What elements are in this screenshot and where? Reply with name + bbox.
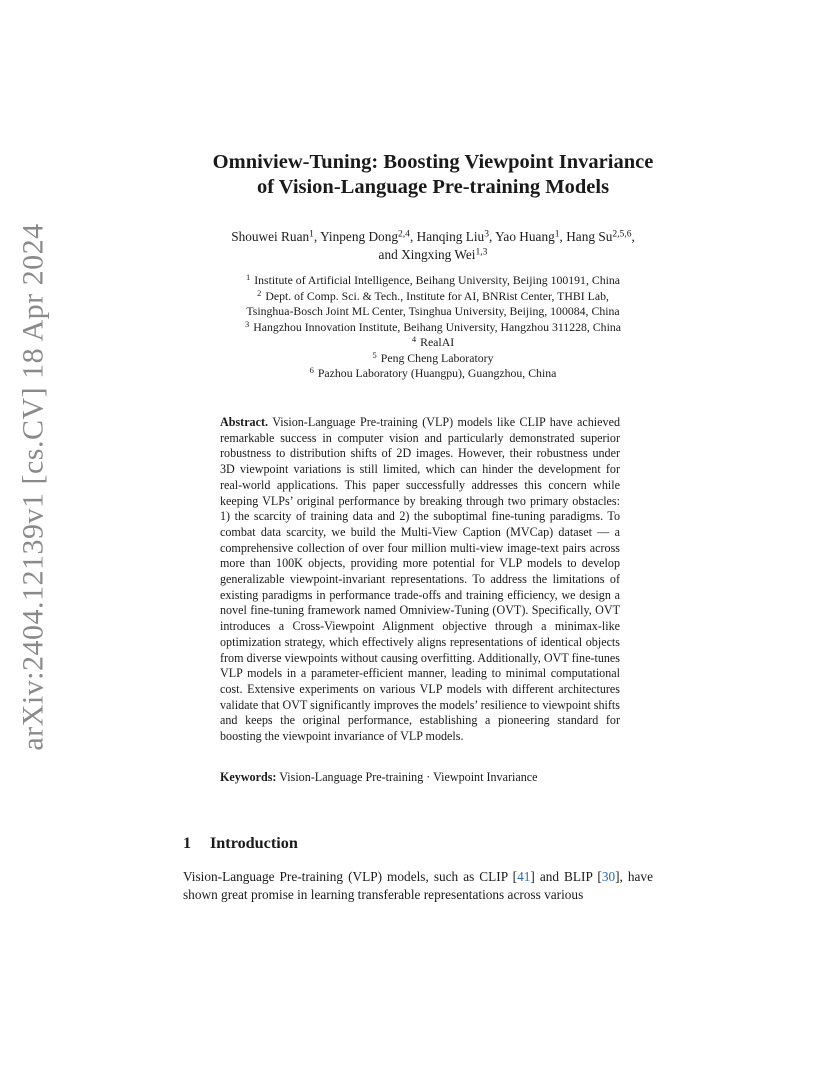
affiliation-list	[150, 273, 716, 382]
affiliation-mark: 4	[411, 334, 417, 345]
paper-title	[150, 150, 716, 200]
author-affiliation-mark: 1	[309, 228, 314, 240]
arxiv-identifier-text: arXiv:2404.12139v1 [cs.CV] 18 Apr 2024	[17, 223, 51, 751]
author-name: Hanqing Liu	[416, 229, 485, 244]
affiliation-line	[150, 320, 716, 336]
abstract	[220, 415, 620, 745]
intro-text: ] and BLIP [	[530, 869, 602, 884]
author-affiliation-mark: 1	[554, 228, 560, 240]
affiliation-text: RealAI	[420, 335, 455, 349]
affiliation-text: Peng Cheng Laboratory	[380, 350, 494, 365]
section-heading-introduction	[183, 834, 298, 853]
affiliation-text: Tsinghua-Bosch Joint ML Center, Tsinghua University, Beijing, 100084, China	[246, 304, 620, 318]
affiliation-line	[150, 366, 716, 382]
affiliation-mark: 2	[257, 287, 262, 298]
section-number: 1	[183, 834, 192, 852]
citation-link[interactable]: 30	[601, 869, 616, 884]
author-affiliation-mark: 3	[484, 228, 489, 240]
author-affiliation-mark: 2,4	[398, 228, 410, 240]
abstract-label: Abstract.	[220, 415, 269, 429]
affiliation-line	[150, 351, 716, 367]
introduction-paragraph	[183, 868, 653, 904]
author-name: Shouwei Ruan	[231, 229, 310, 244]
affiliation-line	[150, 335, 716, 351]
affiliation-mark: 6	[309, 365, 314, 376]
author-affiliation-mark: 2,5,6	[612, 228, 632, 240]
affiliation-line	[150, 273, 716, 289]
title-line-2: of Vision-Language Pre-training Models	[256, 176, 610, 198]
author-name: Yao Huang	[495, 229, 555, 244]
keywords-label: Keywords:	[220, 770, 277, 784]
keywords-text: Vision-Language Pre-training · Viewpoint Invariance	[279, 770, 538, 784]
author-name: Xingxing Wei	[401, 247, 476, 262]
affiliation-text: Institute of Artificial Intelligence, Beihang University, Beijing 100191, China	[254, 273, 621, 287]
author-list: Shouwei Ruan$^1$, Yinpeng Dong$^{2,4}$, Hanqing Liu$^3$, Yao Huang$^1$, Hang Su$^{2,5,6}$, and Xingxing Wei$^{1,3}$	[231, 228, 635, 262]
affiliation-text: Hangzhou Innovation Institute, Beihang University, Hangzhou 311228, China	[253, 319, 621, 334]
affiliation-line	[150, 304, 716, 320]
affiliation-text: Pazhou Laboratory (Huangpu), Guangzhou, China	[317, 366, 557, 380]
intro-text: ], have shown great promise in learning transferable representations across various	[183, 869, 653, 902]
intro-text: Vision-Language Pre-training (VLP) models, such as CLIP [	[183, 869, 518, 884]
affiliation-mark: 1	[245, 272, 251, 283]
author-name: Yinpeng Dong	[320, 229, 398, 244]
affiliation-line	[150, 289, 716, 305]
author-conjunction: and	[378, 247, 398, 262]
affiliation-mark: 3	[245, 318, 250, 329]
keywords	[220, 770, 620, 786]
affiliation-mark: 5	[372, 349, 377, 360]
section-title: Introduction	[210, 834, 298, 852]
author-affiliation-mark: 1,3	[475, 246, 488, 258]
affiliation-text: Dept. of Comp. Sci. & Tech., Institute for AI, BNRist Center, THBI Lab,	[265, 288, 609, 303]
arxiv-identifier-stamp	[14, 223, 54, 751]
title-line-1: Omniview-Tuning: Boosting Viewpoint Invariance	[212, 151, 654, 173]
abstract-text: Vision-Language Pre-training (VLP) models like CLIP have achieved remarkable success in computer vision and particularly demonstrated superior robustness to distribution shifts of 2D images. However, their robustness under 3D viewpoint variations is still limited, which can hinder the development for real-world applications. This paper successfully addresses this concern while keeping VLPs’ original performance by breaking through two primary obstacles: 1) the scarcity of training data and 2) the suboptimal fine-tuning paradigms. To combat data scarcity, we build the Multi-View Caption (MVCap) dataset — a comprehensive collection of over four million multi-view image-text pairs across more than 100K objects, providing more potential for VLP models to develop generalizable viewpoint-invariant representations. To address the limitations of existing paradigms in performance trade-offs and training efficiency, we design a novel fine-tuning framework named Omniview-Tuning (OVT). Specifically, OVT introduces a Cross-Viewpoint Alignment objective through a minimax-like optimization strategy, which effectively aligns representations of identical objects from diverse viewpoints without causing overfitting. Additionally, OVT fine-tunes VLP models in a parameter-efficient manner, leading to minimal computational cost. Extensive experiments on various VLP models with different architectures validate that OVT significantly improves the models’ resilience to viewpoint shifts and keeps the original performance, establishing a pioneering standard for boosting the viewpoint invariance of VLP models.	[220, 415, 620, 744]
author-name: Hang Su	[566, 229, 613, 244]
citation-link[interactable]: 41	[517, 869, 531, 884]
